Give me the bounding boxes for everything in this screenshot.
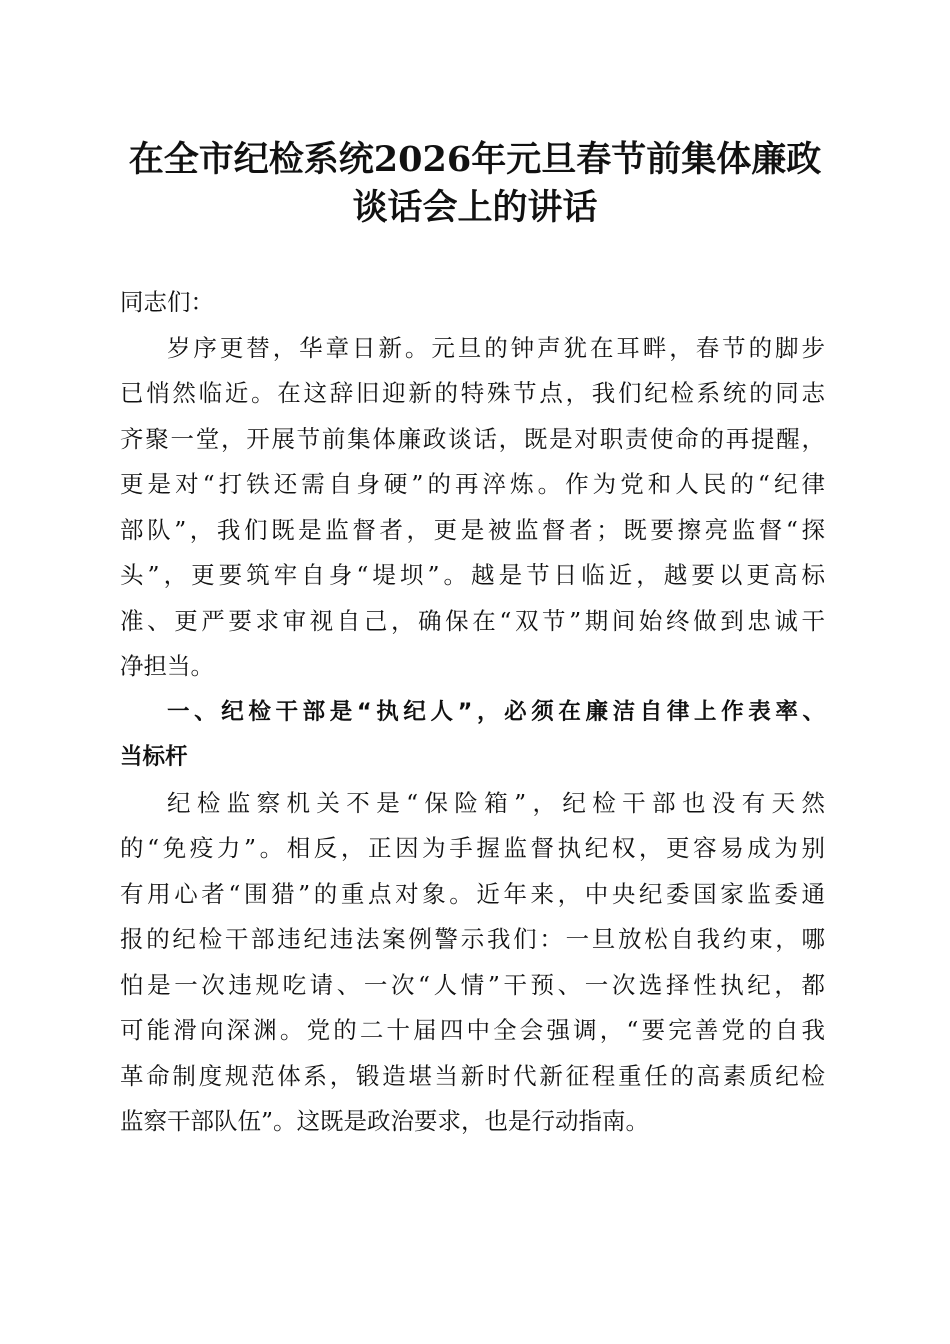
document-body — [120, 280, 825, 1145]
paragraph-line: 怕是一次违规吃请、一次“人情”干预、一次选择性执纪，都 — [120, 970, 825, 999]
paragraph-line: 头”，更要筑牢自身“堤坝”。越是节日临近，越要以更高标 — [120, 561, 825, 589]
paragraph-line: 部队”，我们既是监督者，更是被监督者；既要擦亮监督“探 — [120, 515, 825, 544]
title-line: 谈话会上的讲话 — [352, 187, 598, 228]
heading-line: 一、纪检干部是“执纪人”，必须在廉洁自律上作表率、 — [167, 698, 825, 725]
paragraph-line: 监察干部队伍”。这既是政治要求，也是行动指南。 — [120, 1107, 650, 1135]
paragraph-line: 准、更严要求审视自己，确保在“双节”期间始终做到忠诚干 — [120, 606, 825, 635]
paragraph-line: 岁序更替，华章日新。元旦的钟声犹在耳畔，春节的脚步 — [167, 333, 825, 362]
document-title — [100, 136, 850, 232]
paragraph-section-1 — [120, 781, 825, 1145]
paragraph-line: 纪检监察机关不是“保险箱”，纪检干部也没有天然 — [167, 788, 825, 817]
paragraph-line: 报的纪检干部违纪违法案例警示我们：一旦放松自我约束，哪 — [120, 925, 825, 953]
paragraph-line: 革命制度规范体系，锻造堪当新时代新征程重任的高素质纪检 — [120, 1061, 825, 1090]
paragraph-line: 有用心者“围猎”的重点对象。近年来，中央纪委国家监委通 — [120, 879, 825, 908]
title-line: 在全市纪检系统2026年元旦春节前集体廉政 — [128, 139, 822, 180]
paragraph-line: 已悄然临近。在这辞旧迎新的特殊节点，我们纪检系统的同志 — [120, 379, 825, 407]
section-heading-1 — [120, 690, 825, 781]
paragraph-line: 可能滑向深渊。党的二十届四中全会强调，“要完善党的自我 — [120, 1016, 825, 1044]
paragraph-line: 的“免疫力”。相反，正因为手握监督执纪权，更容易成为别 — [120, 834, 825, 862]
paragraph-line: 更是对“打铁还需自身硬”的再淬炼。作为党和人民的“纪律 — [120, 470, 825, 498]
salutation: 同志们： — [120, 288, 214, 316]
paragraph-opening — [120, 326, 825, 690]
paragraph-line: 齐聚一堂，开展节前集体廉政谈话，既是对职责使命的再提醒， — [120, 424, 825, 453]
heading-line: 当标杆 — [120, 744, 188, 770]
paragraph-line: 净担当。 — [120, 652, 214, 680]
